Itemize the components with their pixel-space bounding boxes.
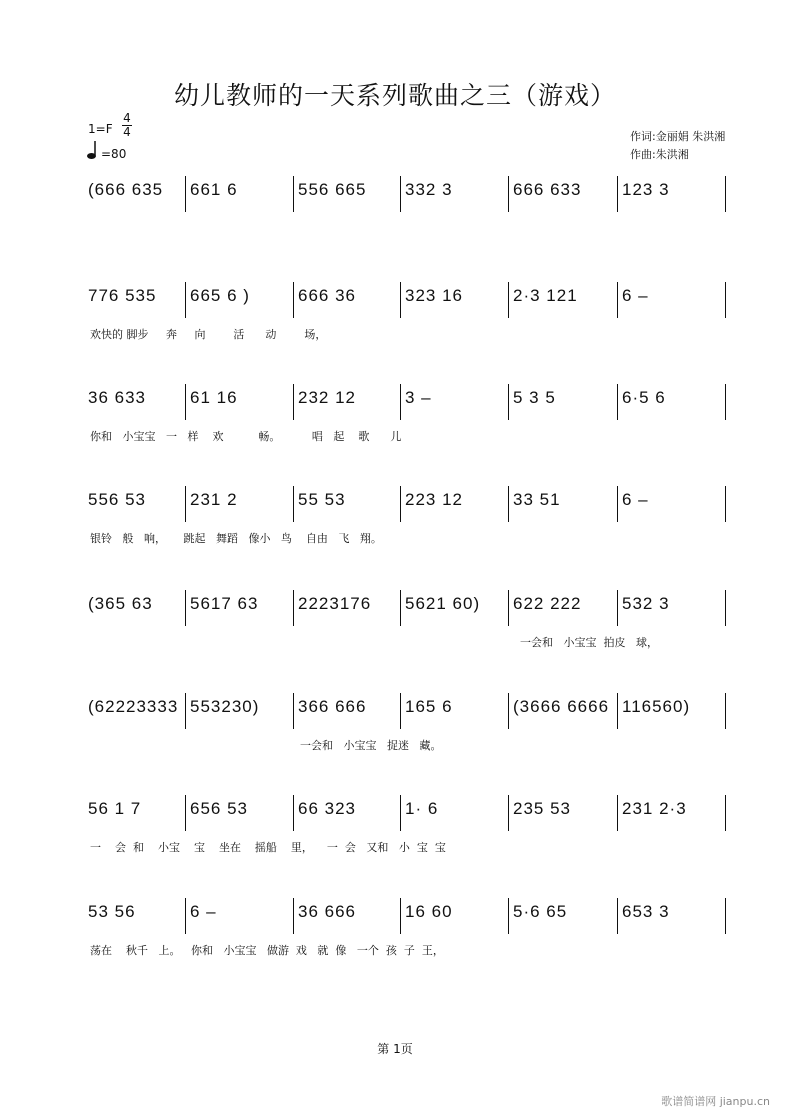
- measure-notes: 232 12: [298, 388, 356, 407]
- measure-notes: 323 16: [405, 286, 463, 305]
- bar-line: [617, 693, 618, 729]
- measure-notes: 553230): [190, 697, 260, 716]
- lyricist-credit: 作词:金丽娟 朱洪湘: [630, 130, 726, 143]
- bar-line: [185, 384, 186, 420]
- measure-notes: 6·5 6: [622, 388, 666, 407]
- measure-notes: 776 535: [88, 286, 157, 305]
- measure-notes: 231 2: [190, 490, 238, 509]
- measure-notes: 165 6: [405, 697, 453, 716]
- bar-line: [400, 176, 401, 212]
- bar-line: [508, 590, 509, 626]
- measure-notes: (365 63: [88, 594, 153, 613]
- bar-line: [508, 176, 509, 212]
- measure-notes: (3666 6666: [513, 697, 610, 716]
- bar-line: [508, 693, 509, 729]
- measure-notes: 36 633: [88, 388, 146, 407]
- bar-line: [185, 486, 186, 522]
- lyrics-line: 你和 小宝宝 一 样 欢 畅。 唱 起 歌 儿: [90, 430, 402, 443]
- bar-line: [725, 590, 726, 626]
- measure-notes: 235 53: [513, 799, 571, 818]
- measure-notes: 223 12: [405, 490, 463, 509]
- bar-line: [617, 384, 618, 420]
- tempo-marking: =80: [101, 147, 127, 161]
- measure-notes: 2223176: [298, 594, 372, 613]
- staff-line-6: [80, 693, 730, 752]
- staff-line-5: [80, 590, 730, 649]
- measure-notes: 556 665: [298, 180, 367, 199]
- measure-notes: 666 633: [513, 180, 582, 199]
- measure-notes: 1· 6: [405, 799, 439, 818]
- measure-notes: 123 3: [622, 180, 670, 199]
- measure-notes: 5 3 5: [513, 388, 556, 407]
- measure-notes: 6 –: [190, 902, 217, 921]
- bar-line: [617, 282, 618, 318]
- staff-line-8: [80, 898, 730, 957]
- measure-notes: 6 –: [622, 490, 649, 509]
- staff-line-4: [80, 486, 730, 545]
- bar-line: [293, 282, 294, 318]
- bar-line: [185, 795, 186, 831]
- key-signature: 1=F: [88, 122, 113, 136]
- lyrics-line: 欢快的 脚步 奔 向 活 动 场，: [90, 328, 327, 341]
- measure-notes: (666 635: [88, 180, 164, 199]
- bar-line: [400, 384, 401, 420]
- measure-notes: 653 3: [622, 902, 670, 921]
- measure-notes: 55 53: [298, 490, 346, 509]
- bar-line: [400, 486, 401, 522]
- bar-line: [617, 486, 618, 522]
- measure-notes: 665 6 ): [190, 286, 250, 305]
- lyrics-line: 荡在 秋千 上。 你和 小宝宝 做游 戏 就 像 一个 孩 子 王，: [90, 944, 444, 957]
- bar-line: [508, 282, 509, 318]
- bar-line: [617, 176, 618, 212]
- measure-notes: 231 2·3: [622, 799, 687, 818]
- bar-line: [400, 282, 401, 318]
- bar-line: [725, 384, 726, 420]
- measure-notes: 16 60: [405, 902, 453, 921]
- lyrics-line: 一会和 小宝宝 拍皮 球，: [520, 636, 658, 649]
- bar-line: [185, 282, 186, 318]
- bar-line: [185, 590, 186, 626]
- bar-line: [293, 898, 294, 934]
- measure-notes: 66 323: [298, 799, 356, 818]
- bar-line: [400, 590, 401, 626]
- staff-line-7: [80, 795, 730, 854]
- measure-notes: 622 222: [513, 594, 582, 613]
- bar-line: [508, 795, 509, 831]
- measure-notes: 5·6 65: [513, 902, 568, 921]
- measure-notes: 53 56: [88, 902, 136, 921]
- staff-line-2: [80, 282, 730, 341]
- measure-notes: 656 53: [190, 799, 248, 818]
- bar-line: [725, 898, 726, 934]
- lyrics-line: 一会和 小宝宝 捉迷 藏。: [300, 739, 442, 752]
- measure-notes: 332 3: [405, 180, 453, 199]
- measure-notes: 61 16: [190, 388, 238, 407]
- measure-notes: 33 51: [513, 490, 561, 509]
- bar-line: [725, 486, 726, 522]
- bar-line: [508, 898, 509, 934]
- measure-notes: (62223333: [88, 697, 179, 716]
- bar-line: [725, 176, 726, 212]
- watermark: 歌谱简谱网 jianpu.cn: [661, 1095, 770, 1108]
- bar-line: [400, 795, 401, 831]
- lyrics-line: 一 会 和 小宝 宝 坐在 摇船 里， 一 会 又和 小 宝 宝: [90, 841, 446, 854]
- measure-notes: 2·3 121: [513, 286, 578, 305]
- bar-line: [725, 282, 726, 318]
- bar-line: [293, 795, 294, 831]
- page-number: 第 1页: [377, 1042, 413, 1056]
- measure-notes: 116560): [622, 697, 691, 716]
- lyrics-line: 银铃 般 响， 跳起 舞蹈 像小 鸟 自由 飞 翔。: [90, 532, 382, 545]
- bar-line: [508, 384, 509, 420]
- staff-line-3: [80, 384, 730, 443]
- measure-notes: 6 –: [622, 286, 649, 305]
- bar-line: [293, 384, 294, 420]
- bar-line: [293, 486, 294, 522]
- bar-line: [185, 693, 186, 729]
- staff-line-1: [80, 176, 730, 232]
- bar-line: [725, 795, 726, 831]
- measure-notes: 5621 60): [405, 594, 481, 613]
- bar-line: [293, 590, 294, 626]
- bar-line: [508, 486, 509, 522]
- time-bottom: 4: [123, 125, 131, 139]
- time-top: 4: [123, 111, 131, 125]
- quarter-note-icon: [86, 140, 98, 160]
- bar-line: [400, 693, 401, 729]
- time-signature: [120, 112, 134, 139]
- song-title: 幼儿教师的一天系列歌曲之三（游戏）: [173, 81, 616, 110]
- measure-notes: 661 6: [190, 180, 238, 199]
- bar-line: [617, 590, 618, 626]
- bar-line: [617, 795, 618, 831]
- measure-notes: 36 666: [298, 902, 356, 921]
- measure-notes: 532 3: [622, 594, 670, 613]
- measure-notes: 556 53: [88, 490, 146, 509]
- measure-notes: 56 1 7: [88, 799, 142, 818]
- bar-line: [725, 693, 726, 729]
- measure-notes: 3 –: [405, 388, 432, 407]
- measure-notes: 5617 63: [190, 594, 259, 613]
- bar-line: [185, 898, 186, 934]
- composer-credit: 作曲:朱洪湘: [630, 148, 689, 161]
- bar-line: [400, 898, 401, 934]
- bar-line: [617, 898, 618, 934]
- bar-line: [293, 176, 294, 212]
- bar-line: [293, 693, 294, 729]
- measure-notes: 666 36: [298, 286, 356, 305]
- bar-line: [185, 176, 186, 212]
- measure-notes: 366 666: [298, 697, 367, 716]
